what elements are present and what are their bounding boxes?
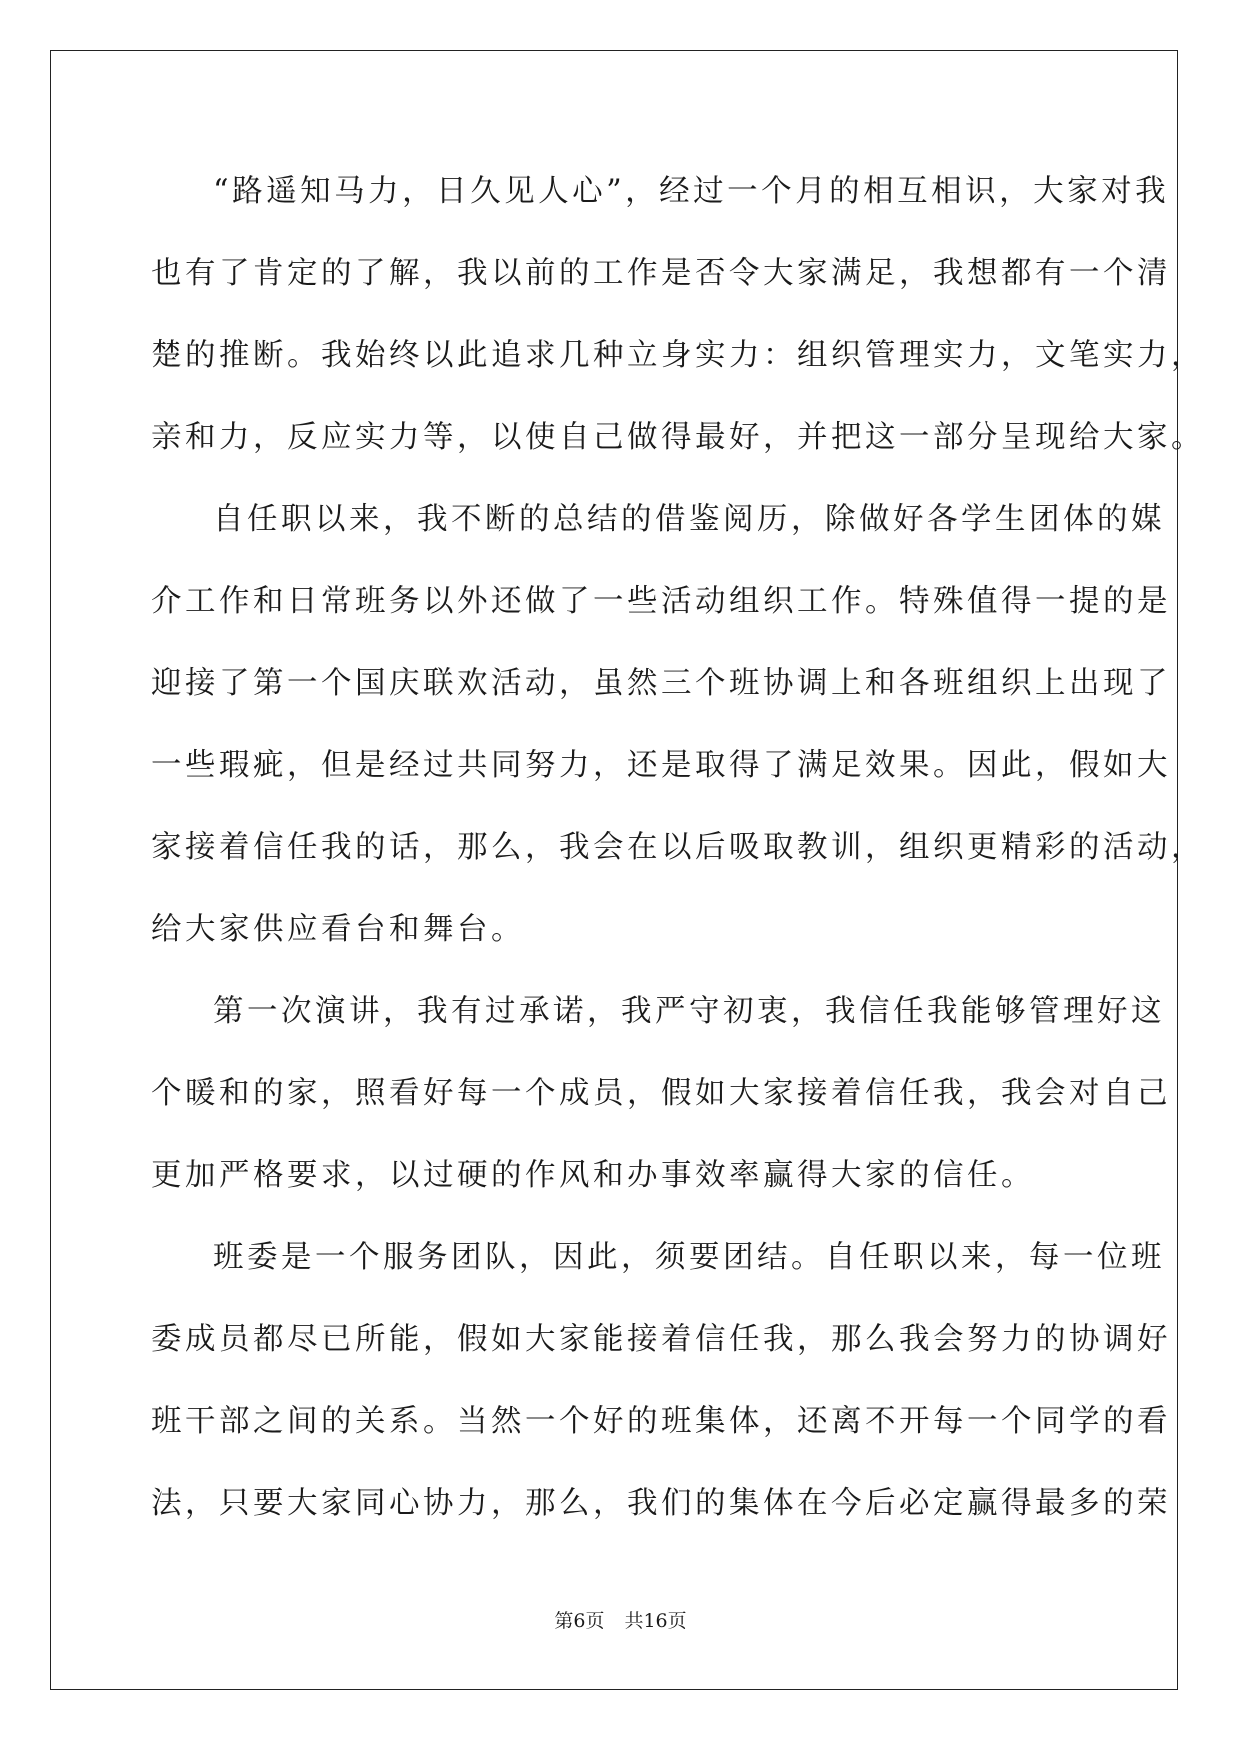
paragraph-4-line-2: 委成员都尽已所能，假如大家能接着信任我，那么我会努力的协调好 — [151, 1322, 1171, 1357]
page-number-total: 共16页 — [624, 1610, 687, 1632]
paragraph-1-line-3: 楚的推断。我始终以此追求几种立身实力：组织管理实力，文笔实力， — [151, 338, 1205, 373]
paragraph-3-line-3: 更加严格要求，以过硬的作风和办事效率赢得大家的信任。 — [151, 1158, 1035, 1193]
paragraph-2-line-1: 自任职以来，我不断的总结的借鉴阅历，除做好各学生团体的媒 — [213, 502, 1165, 537]
page-number-current: 第6页 — [554, 1610, 605, 1632]
paragraph-2-line-3: 迎接了第一个国庆联欢活动，虽然三个班协调上和各班组织上出现了 — [151, 666, 1171, 701]
document-body — [151, 166, 1205, 1560]
paragraph-3-line-2: 个暖和的家，照看好每一个成员，假如大家接着信任我，我会对自己 — [151, 1076, 1171, 1111]
paragraph-4-line-1: 班委是一个服务团队，因此，须要团结。自任职以来，每一位班 — [213, 1240, 1165, 1275]
paragraph-4-line-4: 法，只要大家同心协力，那么，我们的集体在今后必定赢得最多的荣 — [151, 1486, 1171, 1521]
paragraph-4-line-3: 班干部之间的关系。当然一个好的班集体，还离不开每一个同学的看 — [151, 1404, 1171, 1439]
paragraph-1-line-4: 亲和力，反应实力等，以使自己做得最好，并把这一部分呈现给大家。 — [151, 420, 1205, 455]
paragraph-2-line-4: 一些瑕疵，但是经过共同努力，还是取得了满足效果。因此，假如大 — [151, 748, 1171, 783]
paragraph-2-line-6: 给大家供应看台和舞台。 — [151, 912, 525, 947]
page-footer — [0, 1609, 1241, 1633]
paragraph-3-line-1: 第一次演讲，我有过承诺，我严守初衷，我信任我能够管理好这 — [213, 994, 1165, 1029]
paragraph-1-line-2: 也有了肯定的了解，我以前的工作是否令大家满足，我想都有一个清 — [151, 256, 1171, 291]
paragraph-1-line-1: “路遥知马力，日久见人心”，经过一个月的相互相识，大家对我 — [213, 174, 1170, 209]
paragraph-2-line-2: 介工作和日常班务以外还做了一些活动组织工作。特殊值得一提的是 — [151, 584, 1171, 619]
paragraph-2-line-5: 家接着信任我的话，那么，我会在以后吸取教训，组织更精彩的活动， — [151, 830, 1205, 865]
